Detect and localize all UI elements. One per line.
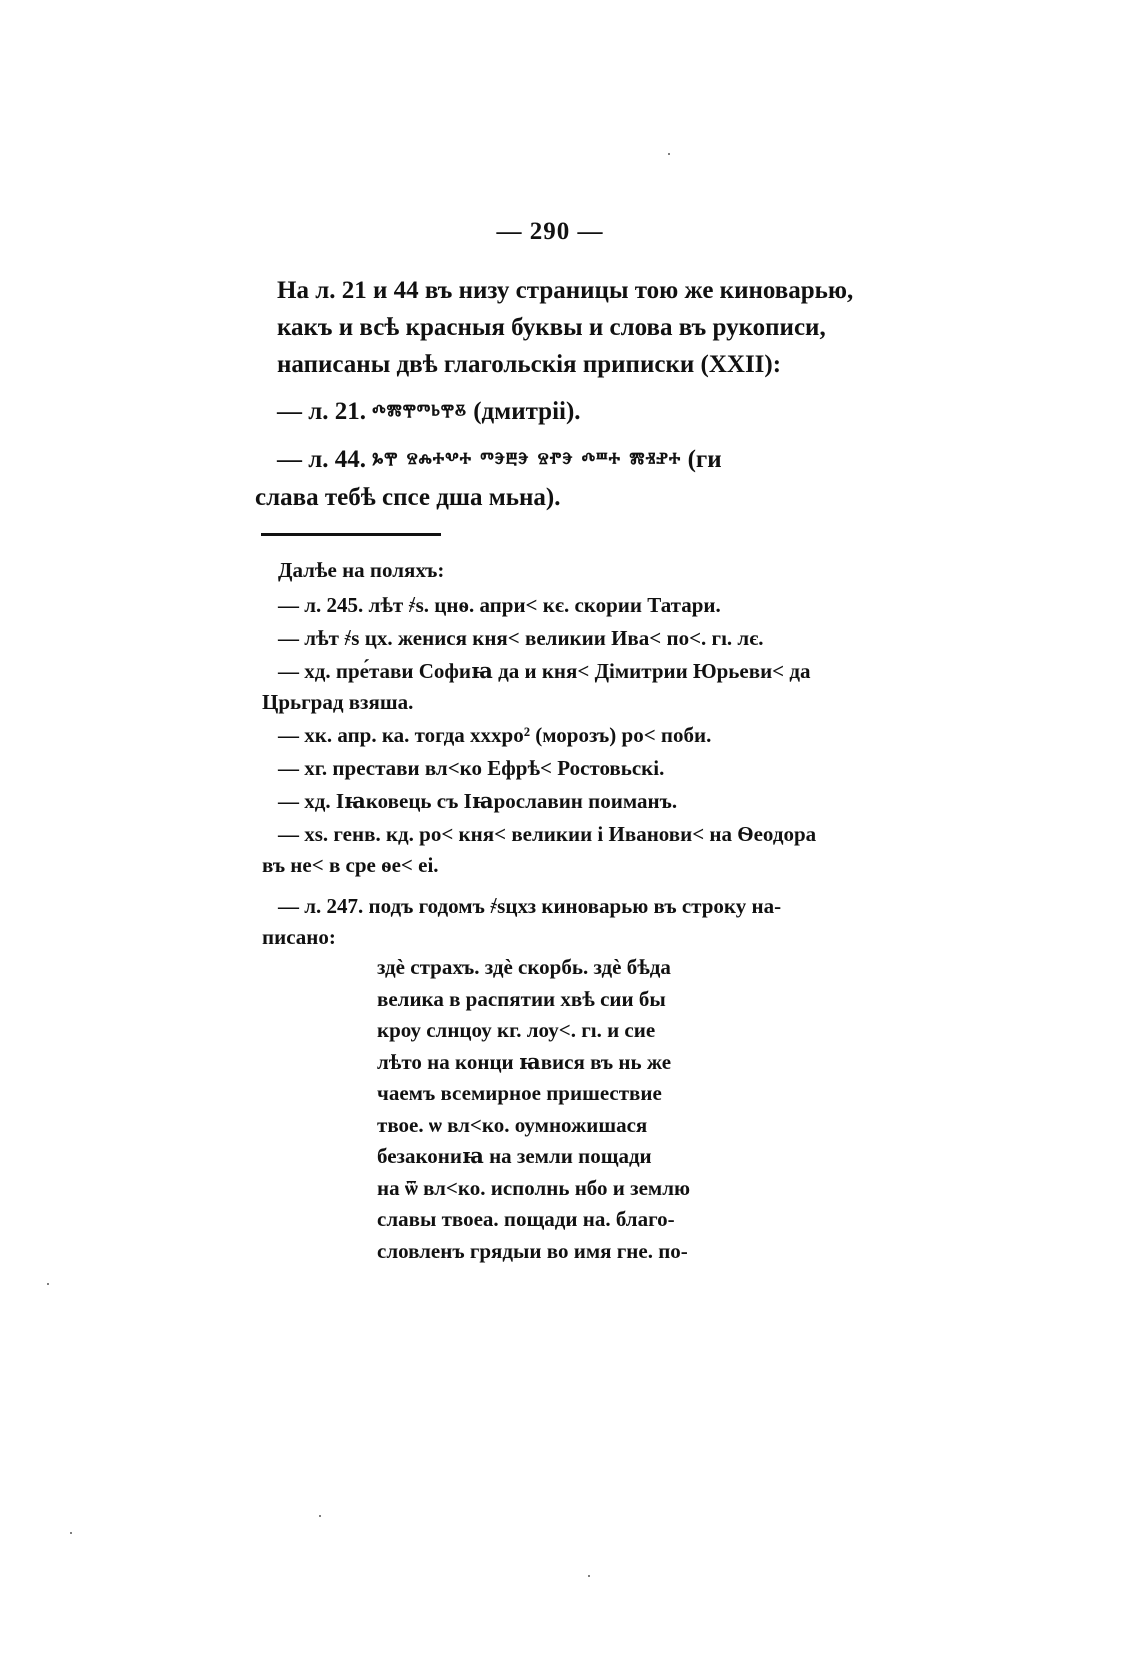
scan-speck [588,1575,590,1577]
transliteration: (ги [687,446,722,473]
quote-line: безакониꙗ на земли пощади [377,1144,652,1168]
quote-line: лѣто на конци ꙗвися въ нь же [377,1049,672,1074]
leaf-reference: — л. 21. [277,398,367,425]
note-item: — хд. пре́тави Софиꙗ да и кня˂ Дімитрии Юрьеви˂ да [278,659,811,683]
quote-line: на ѿ вл˂ко. исполнь нбо и землю [377,1175,691,1200]
note-item-continuation: въ не˂ в сре ѳе˂ еі. [262,853,439,877]
section-divider [261,533,441,536]
scan-speck [668,153,670,155]
scan-speck [70,1532,72,1534]
quote-line: чаемъ всемирное пришествие [377,1081,662,1105]
note-item: — хд. Іꙗковець съ Іꙗрославин поиманъ. [278,789,678,813]
notes-heading: Далѣе на поляхъ: [278,558,445,582]
page-number: — 290 — [496,218,604,245]
quote-line: кроу слнцоу кг. лоу˂. гı. и сие [377,1018,656,1042]
transliteration: (дмитріі). [473,398,581,425]
transliteration-continuation: слава тебѣ спсе дша мьна). [255,484,561,511]
note-item: — хк. апр. ка. тогда хххро² (морозъ) ро˂ поби. [278,723,712,747]
glagolitic-inscription: ⰴⰿⰹⱅⱃⰹⰻ [372,400,467,424]
scan-speck [47,1283,49,1285]
glagolitic-line-21 [277,393,895,431]
note-item: — л. 245. лѣт ҂s. цнѳ. апри˂ кє. скории Татари. [278,593,721,617]
note-item: — л. 247. подъ годомъ ҂sцхз киноварью въ строку на- [278,894,782,918]
quote-line: твое. ѡ вл˂ко. оумножишася [377,1112,648,1137]
quote-line: велика в распятии хвѣ сии бы [377,986,666,1011]
margin-notes [262,555,898,953]
quote-line: здѐ страхъ. здѐ скорбь. здѐ бѣда [377,955,671,979]
note-item: — хs. генв. кд. ро˂ кня˂ великии і Иванови˂ на Ѳеодора [278,822,817,846]
note-item: — лѣт ҂s цх. женися кня˂ великии Ива˂ по˂. гı. лє. [278,626,764,650]
scan-speck [319,1515,321,1517]
note-item-continuation: писано: [262,925,336,949]
main-text [255,272,895,516]
inscription-quote [377,952,690,1267]
intro-paragraph: На л. 21 и 44 въ низу страницы тою же киноварью, какъ и всѣ красныя буквы и слова въ рукописи, написаны двѣ глагольскія приписки (XXII): [277,277,854,378]
glagolitic-inscription: ⰳⰹ ⱄⰾⰰⰲⰰ ⱅⰵⰱⰵ ⱄⱂⰵ ⰴⱎⰰ ⰿⱐⱀⰰ [372,448,682,472]
note-item: — хг. престави вл˂ко Ефрѣ˂ Ростовьскі. [278,756,665,780]
quote-line: славы твоеа. пощади на. благо- [377,1207,675,1231]
note-item-continuation: Црьград взяша. [262,690,414,714]
glagolitic-line-44 [277,441,895,479]
quote-line: словленъ грядыи во имя гне. по- [377,1238,688,1263]
leaf-reference: — л. 44. [277,446,367,473]
